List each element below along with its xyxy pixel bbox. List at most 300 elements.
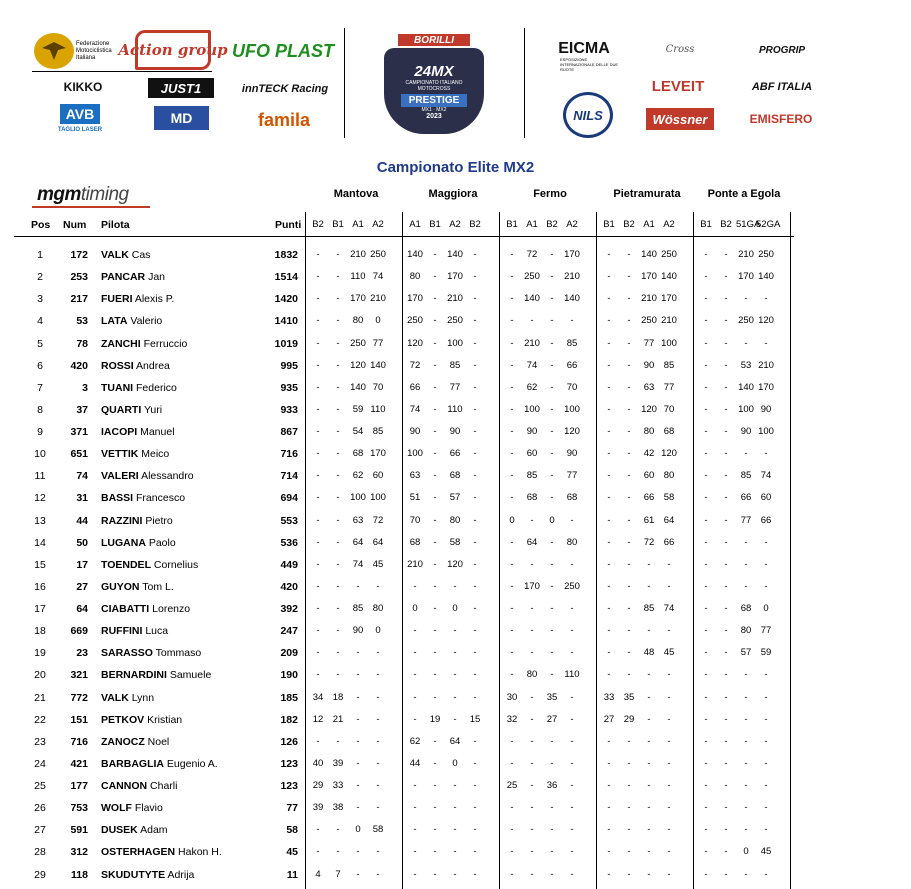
table-row — [0, 311, 911, 333]
row-score: - — [473, 603, 477, 614]
row-score: - — [316, 381, 320, 393]
row-score: - — [627, 315, 631, 327]
row-score: - — [724, 448, 728, 460]
pilot-first-name: Cas — [131, 249, 151, 261]
pilot-first-name: Luca — [145, 625, 169, 638]
row-score: 250 — [758, 249, 774, 260]
row-score: 44 — [409, 757, 421, 769]
row-score: 80 — [566, 536, 578, 548]
row-score: - — [473, 802, 477, 814]
row-score: - — [530, 802, 534, 814]
pilot-first-name: Jan — [148, 271, 165, 284]
header-subcol: B1 — [506, 219, 518, 230]
row-score: 64 — [449, 735, 461, 747]
row-score: - — [744, 691, 748, 703]
pilot-first-name: Ferruccio — [143, 337, 188, 350]
row-score: - — [724, 293, 728, 305]
pilot-last-name: OSTERHAGEN — [101, 846, 176, 859]
row-score: - — [473, 824, 477, 836]
row-score: - — [413, 846, 417, 858]
row-score: - — [336, 249, 340, 260]
row-score: - — [724, 359, 728, 371]
row-score: - — [433, 359, 437, 371]
row-score: 38 — [332, 802, 344, 814]
pilot-first-name: Valerio — [130, 315, 163, 328]
pilot-last-name: BASSI — [101, 492, 134, 505]
row-number: 253 — [70, 271, 88, 284]
row-score: - — [413, 713, 417, 725]
row-number: 31 — [76, 492, 88, 505]
row-score: 100 — [758, 426, 774, 437]
row-number: 27 — [76, 580, 88, 593]
row-score: - — [336, 647, 340, 659]
row-score: - — [764, 558, 768, 570]
row-score: 62 — [409, 735, 421, 747]
row-score: - — [570, 713, 574, 725]
row-score: - — [724, 625, 728, 637]
row-score: - — [550, 558, 554, 570]
row-score: - — [744, 580, 748, 592]
row-score: 66 — [760, 514, 772, 526]
row-score: - — [453, 580, 457, 592]
row-score: 51 — [409, 492, 421, 504]
row-score: - — [627, 647, 631, 659]
event-mantova: Mantova — [333, 188, 379, 200]
header-subcol: B2 — [312, 219, 324, 230]
row-score: - — [510, 403, 514, 415]
row-points: 1410 — [274, 315, 298, 328]
row-pilot — [101, 338, 187, 350]
row-score: 59 — [352, 403, 364, 415]
row-score: - — [473, 691, 477, 703]
row-score: - — [473, 669, 477, 681]
row-score: - — [473, 846, 477, 858]
row-score: - — [550, 625, 554, 637]
row-score: - — [453, 691, 457, 703]
pilot-first-name: Alexis P. — [134, 293, 175, 306]
row-position: 9 — [37, 426, 43, 438]
row-number: 669 — [70, 625, 88, 638]
row-score: 30 — [506, 691, 518, 703]
row-score: - — [550, 249, 554, 260]
row-score: - — [607, 868, 611, 880]
row-score: - — [356, 757, 360, 769]
row-score: - — [550, 536, 554, 548]
row-score: - — [473, 536, 477, 548]
row-score: 250 — [407, 315, 423, 327]
table-row — [0, 422, 911, 444]
row-score: 15 — [469, 713, 481, 725]
row-score: - — [336, 448, 340, 460]
row-score: 45 — [372, 558, 384, 570]
row-score: - — [473, 492, 477, 504]
row-pilot — [101, 669, 211, 681]
row-score: - — [627, 359, 631, 371]
row-score: 80 — [409, 271, 421, 283]
row-score: 34 — [312, 691, 324, 703]
table-row — [0, 599, 911, 621]
row-position: 25 — [34, 780, 46, 792]
row-pilot — [101, 647, 201, 659]
row-score: - — [627, 293, 631, 305]
table-row — [0, 798, 911, 820]
row-score: - — [647, 757, 651, 769]
row-position: 11 — [34, 470, 46, 483]
row-score: 100 — [564, 403, 580, 415]
table-row — [0, 400, 911, 422]
row-position: 15 — [34, 558, 46, 571]
pilot-last-name: TUANI — [101, 381, 134, 394]
row-score: - — [704, 735, 708, 747]
row-score: - — [704, 868, 708, 880]
row-score: - — [453, 868, 457, 880]
row-score: - — [607, 249, 611, 260]
row-score: - — [376, 868, 380, 880]
pilot-last-name: LUGANA — [101, 536, 146, 549]
pilot-first-name: Kristian — [147, 713, 183, 726]
row-score: - — [510, 647, 514, 659]
row-score: 210 — [350, 249, 366, 260]
row-score: 35 — [546, 691, 558, 703]
row-score: - — [570, 647, 574, 659]
row-points: 1019 — [274, 337, 298, 350]
row-score: - — [667, 780, 671, 791]
row-score: 77 — [449, 381, 461, 393]
abf-italia-logo: ABF ITALIA — [751, 81, 813, 93]
row-score: 64 — [372, 536, 384, 548]
row-points: 247 — [280, 625, 298, 638]
row-score: - — [744, 337, 748, 349]
row-score: - — [627, 403, 631, 415]
row-score: - — [316, 647, 320, 659]
header-subcol: A2 — [663, 219, 675, 230]
row-score: - — [473, 426, 477, 437]
row-score: - — [473, 780, 477, 791]
row-score: - — [627, 824, 631, 836]
row-score: - — [724, 647, 728, 659]
table-row — [0, 710, 911, 732]
row-score: - — [667, 802, 671, 814]
row-score: - — [510, 359, 514, 371]
row-points: 449 — [280, 558, 298, 571]
row-score: - — [316, 271, 320, 283]
row-score: 250 — [738, 315, 754, 327]
row-score: 74 — [372, 271, 384, 283]
row-number: 421 — [70, 757, 88, 770]
row-score: - — [336, 315, 340, 327]
row-score: - — [607, 315, 611, 327]
row-score: - — [764, 824, 768, 836]
event-maggiora: Maggiora — [428, 188, 478, 200]
row-score: - — [510, 249, 514, 260]
row-score: - — [724, 669, 728, 681]
row-score: - — [473, 868, 477, 880]
row-score: - — [530, 514, 534, 526]
row-score: 19 — [429, 713, 441, 725]
row-score: - — [607, 558, 611, 570]
row-number: 651 — [70, 448, 88, 461]
row-score: - — [453, 780, 457, 791]
row-score: 74 — [409, 403, 421, 415]
row-score: - — [356, 868, 360, 880]
row-score: 42 — [643, 448, 655, 460]
row-score: - — [356, 735, 360, 747]
row-score: - — [316, 558, 320, 570]
row-score: - — [724, 691, 728, 703]
row-score: - — [433, 426, 437, 437]
row-score: - — [336, 514, 340, 526]
row-score: - — [764, 735, 768, 747]
row-score: - — [724, 403, 728, 415]
row-points: 392 — [280, 603, 298, 615]
emisfero-logo: EMISFERO — [749, 112, 813, 126]
row-score: - — [550, 735, 554, 747]
row-pilot — [101, 780, 177, 792]
row-score: - — [570, 824, 574, 836]
pilot-first-name: Noel — [147, 735, 170, 748]
table-row — [0, 842, 911, 864]
row-score: 72 — [372, 514, 384, 526]
row-score: - — [510, 381, 514, 393]
header-pos: Pos — [31, 219, 51, 231]
row-score: 80 — [643, 426, 655, 437]
row-number: 312 — [70, 846, 88, 859]
row-score: - — [607, 514, 611, 526]
row-score: - — [356, 780, 360, 791]
row-score: - — [473, 249, 477, 260]
row-score: 80 — [526, 669, 538, 681]
row-score: - — [550, 824, 554, 836]
row-score: - — [473, 514, 477, 526]
row-score: 68 — [663, 426, 675, 437]
pilot-first-name: Lynn — [131, 691, 155, 704]
mgm-timing-logo — [37, 184, 129, 206]
row-score: - — [704, 249, 708, 260]
row-score: - — [316, 293, 320, 305]
row-score: - — [550, 802, 554, 814]
row-score: - — [550, 492, 554, 504]
row-number: 177 — [70, 780, 88, 792]
row-score: - — [744, 713, 748, 725]
row-score: 0 — [743, 846, 749, 858]
row-score: - — [473, 293, 477, 305]
row-score: - — [510, 426, 514, 437]
row-score: 68 — [352, 448, 364, 460]
row-score: - — [724, 492, 728, 504]
nils-logo: NILS — [563, 92, 613, 138]
row-score: - — [744, 558, 748, 570]
row-score: 0 — [375, 625, 381, 637]
row-number: 50 — [76, 536, 88, 549]
row-score: - — [627, 426, 631, 437]
row-score: - — [316, 625, 320, 637]
row-pilot — [101, 714, 182, 726]
row-position: 18 — [34, 625, 46, 638]
row-score: - — [336, 735, 340, 747]
row-score: - — [316, 580, 320, 592]
row-score: - — [724, 713, 728, 725]
row-score: - — [704, 780, 708, 791]
pilot-first-name: Andrea — [136, 359, 170, 372]
row-score: - — [433, 448, 437, 460]
pilot-first-name: Francesco — [136, 492, 186, 505]
event-fermo: Fermo — [533, 188, 567, 200]
row-score: - — [724, 780, 728, 791]
row-score: 77 — [760, 625, 772, 637]
borilli-logo: BORILLI — [398, 34, 470, 46]
row-score: 60 — [372, 470, 384, 482]
row-score: 170 — [641, 271, 657, 283]
row-score: - — [607, 669, 611, 681]
row-score: 70 — [566, 381, 578, 393]
row-score: 120 — [447, 558, 463, 570]
row-score: - — [550, 470, 554, 482]
row-position: 7 — [37, 381, 43, 394]
row-score: 140 — [758, 271, 774, 283]
row-points: 1514 — [274, 271, 298, 284]
row-score: 85 — [663, 359, 675, 371]
row-score: - — [433, 381, 437, 393]
row-score: - — [510, 580, 514, 592]
row-points: 1832 — [274, 249, 298, 261]
row-position: 20 — [34, 669, 46, 682]
row-score: - — [764, 669, 768, 681]
table-row — [0, 621, 911, 643]
row-score: - — [510, 536, 514, 548]
row-score: - — [453, 713, 457, 725]
row-score: - — [667, 669, 671, 681]
row-score: - — [627, 846, 631, 858]
row-score: 36 — [546, 780, 558, 791]
pilot-last-name: VALK — [101, 691, 129, 704]
row-number: 716 — [70, 735, 88, 748]
row-number: 74 — [76, 470, 88, 483]
pilot-first-name: Adrija — [167, 868, 195, 881]
row-score: 120 — [350, 359, 366, 371]
row-score: - — [704, 669, 708, 681]
row-score: 0 — [452, 603, 458, 614]
row-score: 0 — [412, 603, 418, 614]
row-score: - — [473, 470, 477, 482]
header-underline — [14, 236, 794, 237]
row-position: 10 — [34, 448, 46, 461]
row-score: - — [627, 580, 631, 592]
row-score: 68 — [409, 536, 421, 548]
row-score: - — [744, 293, 748, 305]
table-row — [0, 865, 911, 887]
row-score: 170 — [758, 381, 774, 393]
row-score: - — [433, 514, 437, 526]
row-score: 66 — [449, 448, 461, 460]
row-pilot — [101, 382, 177, 394]
row-score: - — [704, 647, 708, 659]
emblem-line: CAMPIONATO ITALIANO MOTOCROSS — [405, 79, 463, 92]
row-score: - — [473, 403, 477, 415]
row-score: 110 — [370, 403, 386, 415]
row-score: 120 — [564, 426, 580, 437]
row-position: 6 — [37, 359, 43, 372]
row-score: - — [356, 669, 360, 681]
pilot-last-name: ZANOCZ — [101, 735, 145, 748]
row-score: - — [530, 647, 534, 659]
row-score: 72 — [643, 536, 655, 548]
row-score: 4 — [315, 868, 321, 880]
row-score: 35 — [623, 691, 635, 703]
row-points: 58 — [286, 824, 298, 837]
row-score: - — [647, 846, 651, 858]
row-score: - — [724, 824, 728, 836]
row-score: - — [530, 713, 534, 725]
header-subcol: 52GA — [756, 219, 781, 230]
row-score: - — [336, 337, 340, 349]
row-number: 37 — [76, 403, 88, 416]
row-score: - — [704, 625, 708, 637]
header-num: Num — [63, 219, 87, 231]
row-score: 170 — [370, 448, 386, 460]
row-score: 53 — [740, 359, 752, 371]
row-score: - — [550, 757, 554, 769]
table-row — [0, 776, 911, 798]
row-score: 64 — [663, 514, 675, 526]
row-number: 772 — [70, 691, 88, 704]
row-score: 57 — [449, 492, 461, 504]
row-score: 90 — [352, 625, 364, 637]
row-score: 120 — [661, 448, 677, 460]
pilot-last-name: GUYON — [101, 580, 140, 593]
pilot-first-name: Tom L. — [142, 580, 174, 593]
row-score: - — [433, 293, 437, 305]
row-score: - — [764, 580, 768, 592]
pilot-last-name: SARASSO — [101, 647, 153, 660]
row-score: - — [316, 470, 320, 482]
row-score: - — [724, 603, 728, 614]
row-number: 371 — [70, 426, 88, 438]
header-subcol: A2 — [372, 219, 384, 230]
fmi-logo — [34, 33, 74, 69]
row-score: - — [433, 669, 437, 681]
row-pilot — [101, 426, 175, 438]
row-score: - — [627, 271, 631, 283]
eicma-sub: ESPOSIZIONE INTERNAZIONALE DELLE DUE RUOTE — [560, 56, 619, 72]
row-score: - — [704, 846, 708, 858]
row-score: 85 — [352, 603, 364, 614]
pilot-first-name: Eugenio A. — [166, 757, 218, 770]
row-score: - — [433, 470, 437, 482]
row-score: 120 — [641, 403, 657, 415]
row-score: - — [530, 691, 534, 703]
row-score: - — [667, 713, 671, 725]
row-points: 185 — [280, 691, 298, 704]
header-subcol: A1 — [526, 219, 538, 230]
row-score: - — [667, 824, 671, 836]
wossner-logo: Wössner — [646, 108, 714, 130]
row-score: - — [724, 470, 728, 482]
row-score: 110 — [350, 271, 366, 283]
kikko-logo: KIKKO — [63, 80, 103, 94]
emblem-classes: MX1 · MX2 — [421, 106, 447, 113]
row-score: - — [356, 647, 360, 659]
row-score: 110 — [564, 669, 580, 681]
row-score: - — [704, 293, 708, 305]
row-position: 8 — [37, 403, 43, 416]
row-pilot — [101, 448, 169, 460]
row-position: 17 — [34, 603, 46, 615]
row-score: 12 — [312, 713, 324, 725]
row-position: 24 — [34, 757, 46, 770]
row-score: - — [413, 580, 417, 592]
row-score: - — [724, 315, 728, 327]
row-score: - — [704, 757, 708, 769]
